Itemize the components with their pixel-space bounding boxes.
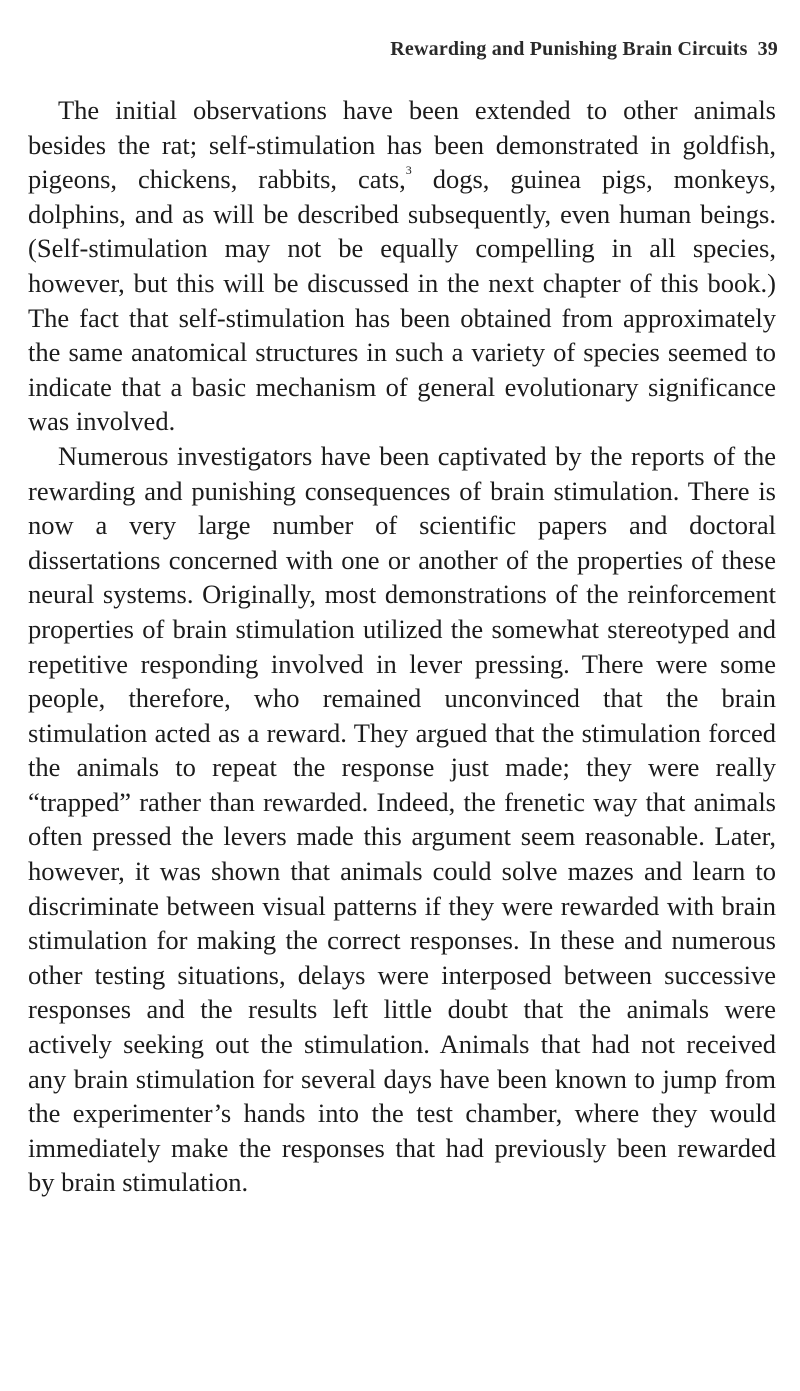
body-text bbox=[28, 93, 776, 1200]
page-number: 39 bbox=[757, 38, 778, 60]
footnote-reference: 3 bbox=[405, 163, 412, 178]
paragraph-1 bbox=[28, 93, 776, 439]
paragraph-2: Numerous investigators have been captivated by the reports of the rewarding and punishing consequences of brain stimulation. There is now a very large number of scientific papers and doctoral dissertations concerned with one or another of the properties of these neural systems. Originally, most demonstrations of the reinforcement properties of brain stimulation utilized the somewhat stereotyped and repetitive responding involved in lever pressing. There were some people, therefore, who remained unconvinced that the brain stimulation acted as a reward. They argued that the stimulation forced the animals to repeat the response just made; they were really “trapped” rather than rewarded. Indeed, the frenetic way that animals often pressed the levers made this argument seem reasonable. Later, however, it was shown that animals could solve mazes and learn to discriminate between visual patterns if they were rewarded with brain stimulation for making the correct responses. In these and numerous other testing situations, delays were interposed between successive responses and the results left little doubt that the animals were actively seeking out the stimulation. Animals that had not received any brain stimulation for several days have been known to jump from the experimenter’s hands into the test chamber, where they would immediately make the responses that had previously been rewarded by brain stimulation. bbox=[28, 440, 776, 1198]
paragraph-1-text-start: The initial observations have been extended to other animals besides the rat; self-stimulation has been demonstrated in goldfish, pigeons, chickens, rabbits, cats, bbox=[28, 95, 776, 195]
paragraph-1-text-end: dogs, guinea pigs, monkeys, dolphins, and as will be described subsequently, even human beings. (Self-stimulation may not be equally compelling in all species, however, but this will be discussed in the next chapter of this book.) The fact that self-stimulation has been obtained from approximately the same anatomical structures in such a variety of species seemed to indicate that a basic mechanism of general evolutionary significance was involved. bbox=[28, 164, 776, 437]
running-title: Rewarding and Punishing Brain Circuits bbox=[390, 38, 748, 60]
running-head bbox=[390, 38, 778, 61]
